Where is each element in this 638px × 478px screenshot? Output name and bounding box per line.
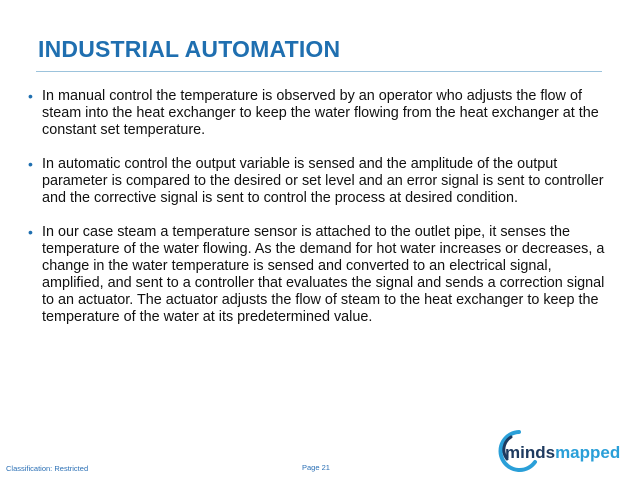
title-divider [36,71,602,72]
page-number: Page 21 [302,463,330,472]
logo-text-mapped: mapped [555,443,621,462]
bullet-item [28,88,608,139]
bullet-dot-icon: • [28,88,33,104]
bullet-dot-icon: • [28,224,33,240]
slide-title: INDUSTRIAL AUTOMATION [38,36,341,62]
mindsmapped-logo-icon [497,428,633,472]
bullet-item [28,224,608,326]
bullet-dot-icon: • [28,156,33,172]
bullet-item [28,156,608,207]
bullet-text: In our case steam a temperature sensor is attached to the outlet pipe, it senses the temperature of the water flowing. As the demand for hot water increases or decreases, a change in the water temperature is sensed and converted to an electrical signal, amplified, and sent to a controller that evaluates the signal and sends a correction signal to an actuator. The actuator adjusts the flow of steam to the heat exchanger to keep the temperature of the water at its predetermined value. [42,224,605,325]
classification-label: Classification: Restricted [6,464,89,473]
svg-text:mindsmapped [505,443,620,462]
logo-text-minds: minds [505,443,556,462]
bullet-list [28,88,608,343]
bullet-text: In manual control the temperature is observed by an operator who adjusts the flow of steam into the heat exchanger to keep the water flowing from the heat exchanger at the constant set temperature. [42,88,599,138]
bullet-text: In automatic control the output variable is sensed and the amplitude of the output parameter is compared to the desired or set level and an error signal is sent to controller and the corrective signal is sent to control the process at desired condition. [42,156,604,206]
